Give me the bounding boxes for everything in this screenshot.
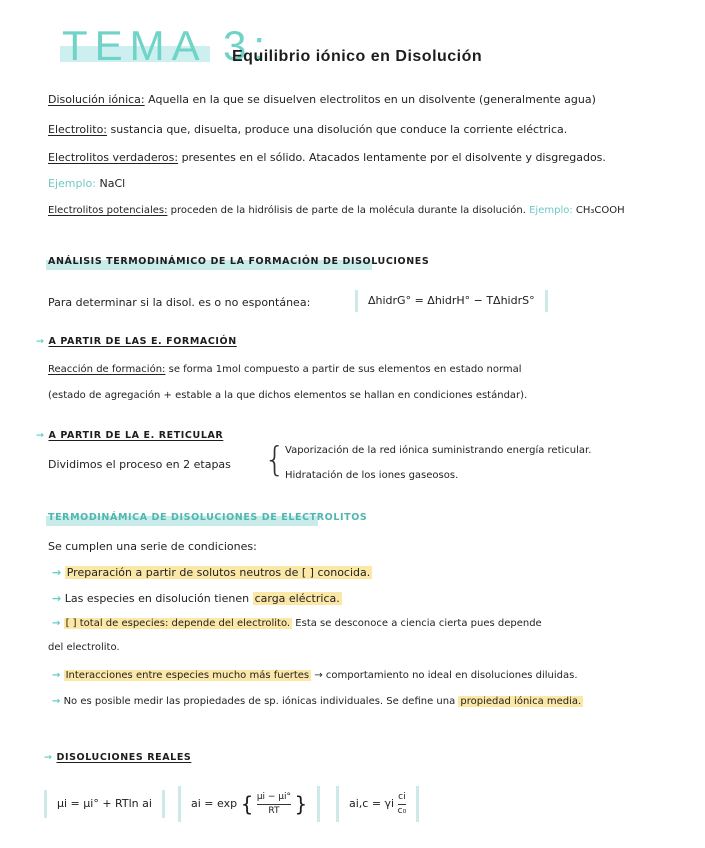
definition-term: Reacción de formación:: [48, 364, 166, 375]
definition-electrolito: [48, 123, 567, 136]
brace-icon: {: [240, 792, 254, 816]
formula-potencial-quimico: μi = μi° + RTln ai: [57, 797, 152, 810]
formula-box-coeficiente: ai,c = γi $\frac{ci}{\text{c₀}}$: [336, 786, 419, 822]
example-value: CH₃COOH: [575, 205, 625, 216]
section-heading-reales: → DISOLUCIONES REALES: [44, 752, 192, 763]
definition-potenciales: [48, 205, 625, 216]
definition-text: sustancia que, disuelta, produce una disolución que conduce la corriente eléctrica.: [110, 123, 568, 136]
page-title: TEMA 3:: [62, 22, 273, 69]
arrow-icon: →: [52, 618, 61, 629]
definition-text: proceden de la hidrólisis de parte de la molécula durante la disolución.: [170, 205, 526, 216]
page-subtitle: Equilibrio iónico en Disolución: [232, 48, 483, 65]
arrow-icon: →: [52, 592, 62, 605]
definition-verdaderos: [48, 151, 606, 164]
reaccion-formacion-line: [48, 364, 522, 375]
etapa-1: Vaporización de la red iónica suministrando energía reticular.: [285, 445, 592, 456]
section-heading-formacion: → A PARTIR DE LAS E. FORMACIÓN: [36, 336, 237, 347]
example-label: Ejemplo:: [48, 177, 96, 190]
brace-icon: }: [294, 792, 308, 816]
formula-box-gibbs: [355, 290, 548, 312]
arrow-icon: →: [44, 752, 53, 763]
reaccion-formacion-cont: (estado de agregación + estable a la que dichos elementos se hallan en condiciones estándar).: [48, 390, 528, 401]
example-label: Ejemplo:: [529, 205, 573, 216]
definition-text: presentes en el sólido. Atacados lentamente por el disolvente y disgregados.: [181, 151, 606, 164]
arrow-icon: →: [52, 696, 61, 707]
arrow-icon: →: [36, 336, 45, 347]
example-value: NaCl: [99, 177, 126, 190]
formula-box-potencial: [44, 790, 165, 818]
list-item: → [ ] total de especies: depende del electrolito. Esta se desconoce a ciencia cierta pues depende: [52, 618, 542, 629]
fraction: $\frac{ci}{\text{c₀}}$: [397, 791, 407, 816]
formula-gibbs: ΔhidrG° = ΔhidrH° − TΔhidrS°: [368, 294, 535, 307]
arrow-icon: →: [52, 566, 62, 579]
list-item: → Preparación a partir de solutos neutros de [ ] conocida.: [52, 566, 371, 579]
brace-icon: {: [264, 440, 286, 480]
definition-text: Aquella en la que se disuelven electrolitos en un disolvente (generalmente agua): [148, 93, 596, 106]
list-item: → Interacciones entre especies mucho más fuertes → comportamiento no ideal en disoluciones diluidas.: [52, 670, 578, 681]
formula-box-actividad: ai = exp { $\frac{\mu i - \mu i^\circ}{RT}$ }: [178, 786, 320, 822]
etapas-line: Dividimos el proceso en 2 etapas: [48, 458, 231, 471]
etapa-2: Hidratación de los iones gaseosos.: [285, 470, 459, 481]
arrow-icon: →: [36, 430, 45, 441]
section-heading-analisis: ANÁLISIS TERMODINÁMICO DE LA FORMACIÓN DE DISOLUCIONES: [48, 256, 430, 267]
definition-disolucion: [48, 93, 596, 106]
definition-text: se forma 1mol compuesto a partir de sus elementos en estado normal: [168, 364, 522, 375]
definition-term: Electrolitos verdaderos:: [48, 151, 179, 164]
list-item: → Las especies en disolución tienen carga eléctrica.: [52, 592, 340, 605]
list-item: → No es posible medir las propiedades de sp. iónicas individuales. Se define una propiedad iónica media.: [52, 696, 582, 707]
fraction: $\frac{\mu i - \mu i^\circ}{RT}$: [256, 791, 292, 816]
definition-term: Electrolito:: [48, 123, 108, 136]
section-heading-reticular: → A PARTIR DE LA E. RETICULAR: [36, 430, 224, 441]
condiciones-intro: Se cumplen una serie de condiciones:: [48, 540, 257, 553]
section-line: Para determinar si la disol. es o no espontánea:: [48, 296, 311, 309]
example-nacl: [48, 177, 125, 190]
arrow-icon: →: [52, 670, 61, 681]
list-item-continuation: del electrolito.: [48, 642, 120, 653]
definition-term: Electrolitos potenciales:: [48, 205, 168, 216]
definition-term: Disolución iónica:: [48, 93, 145, 106]
section-heading-termodinamica: TERMODINÁMICA DE DISOLUCIONES DE ELECTROLITOS: [48, 512, 368, 523]
